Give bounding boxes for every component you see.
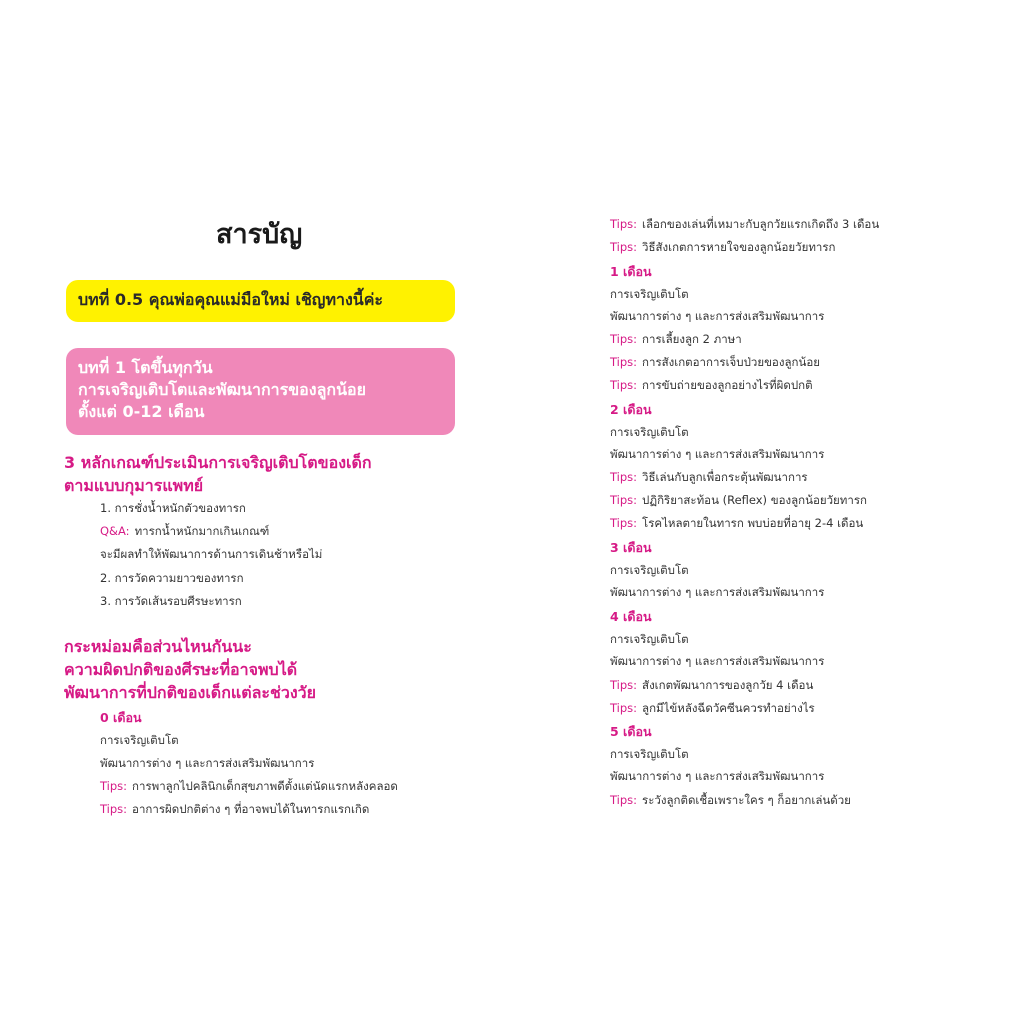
toc-item-text: ลูกมีไข้หลังฉีดวัคซีนควรทำอย่างไร — [642, 701, 815, 715]
toc-item-text: เลือกของเล่นที่เหมาะกับลูกวัยแรกเกิดถึง 3 เดือน — [642, 217, 880, 231]
toc-item[interactable]: 1. การชั่งน้ำหนักตัวของทารก — [100, 501, 246, 515]
qa-label: Q&A: — [100, 524, 130, 538]
section-growth-heading-line: ตามแบบกุมารแพทย์ — [64, 476, 204, 495]
tips-label: Tips: — [610, 355, 638, 369]
tips-label: Tips: — [610, 493, 638, 507]
toc-item-text: การพาลูกไปคลินิกเด็กสุขภาพดีตั้งแต่นัดแรกหลังคลอด — [132, 779, 398, 793]
tips-label: Tips: — [610, 678, 638, 692]
toc-item[interactable]: พัฒนาการต่าง ๆ และการส่งเสริมพัฒนาการ — [610, 654, 825, 668]
toc-item[interactable]: การเจริญเติบโต — [610, 425, 689, 439]
toc-item[interactable] — [610, 469, 808, 485]
toc-item[interactable] — [610, 331, 742, 347]
toc-item[interactable]: การเจริญเติบโต — [610, 563, 689, 577]
month-heading[interactable]: 3 เดือน — [610, 540, 652, 555]
toc-item-text: สังเกตพัฒนาการของลูกวัย 4 เดือน — [642, 678, 814, 692]
month-heading[interactable]: 2 เดือน — [610, 402, 652, 417]
chapter-0-5-banner[interactable]: บทที่ 0.5 คุณพ่อคุณแม่มือใหม่ เชิญทางนี้ค่ะ — [66, 280, 455, 322]
section-dev-heading-line: กระหม่อมคือส่วนไหนกันนะ — [64, 637, 252, 656]
month-heading[interactable]: 1 เดือน — [610, 264, 652, 279]
toc-item[interactable] — [610, 792, 851, 808]
toc-item[interactable] — [610, 216, 879, 232]
chapter-1-range: ตั้งแต่ 0-12 เดือน — [78, 402, 205, 421]
month-heading[interactable]: 5 เดือน — [610, 724, 652, 739]
toc-item[interactable]: พัฒนาการต่าง ๆ และการส่งเสริมพัฒนาการ — [610, 447, 825, 461]
toc-item-text: ปฏิกิริยาสะท้อน (Reflex) ของลูกน้อยวัยทารก — [642, 493, 867, 507]
toc-item[interactable] — [610, 354, 820, 370]
section-growth-heading-line: 3 หลักเกณฑ์ประเมินการเจริญเติบโตของเด็ก — [64, 453, 372, 472]
tips-label: Tips: — [100, 802, 128, 816]
chapter-1-subtitle: การเจริญเติบโตและพัฒนาการของลูกน้อย — [78, 380, 367, 399]
section-dev-heading[interactable] — [64, 635, 316, 704]
toc-item[interactable]: พัฒนาการต่าง ๆ และการส่งเสริมพัฒนาการ — [610, 769, 825, 783]
tips-label: Tips: — [610, 332, 638, 346]
section-dev-heading-line: พัฒนาการที่ปกติของเด็กแต่ละช่วงวัย — [64, 683, 316, 702]
tips-label: Tips: — [610, 793, 638, 807]
toc-item[interactable]: การเจริญเติบโต — [610, 747, 689, 761]
toc-item-text: โรคไหลตายในทารก พบบ่อยที่อายุ 2-4 เดือน — [642, 516, 864, 530]
toc-item[interactable]: การเจริญเติบโต — [610, 632, 689, 646]
section-dev-heading-line: ความผิดปกติของศีรษะที่อาจพบได้ — [64, 660, 298, 679]
toc-item[interactable] — [610, 515, 863, 531]
month-heading[interactable]: 4 เดือน — [610, 609, 652, 624]
toc-item-text: การเลี้ยงลูก 2 ภาษา — [642, 332, 742, 346]
chapter-1-banner[interactable] — [66, 348, 455, 435]
toc-item-text: วิธีสังเกตการหายใจของลูกน้อยวัยทารก — [642, 240, 836, 254]
toc-item-text: อาการผิดปกติต่าง ๆ ที่อาจพบได้ในทารกแรกเกิด — [132, 802, 370, 816]
toc-item[interactable] — [100, 801, 369, 817]
toc-item[interactable]: การเจริญเติบโต — [610, 287, 689, 301]
chapter-1-title: บทที่ 1 โตขึ้นทุกวัน — [78, 358, 213, 377]
toc-item[interactable] — [610, 492, 867, 508]
toc-item[interactable] — [100, 778, 398, 794]
month-heading[interactable]: 0 เดือน — [100, 710, 142, 725]
toc-item-text: ระวังลูกติดเชื้อเพราะใคร ๆ ก็อยากเล่นด้วย — [642, 793, 851, 807]
toc-item[interactable]: การเจริญเติบโต — [100, 733, 179, 747]
tips-label: Tips: — [610, 217, 638, 231]
tips-label: Tips: — [100, 779, 128, 793]
toc-item[interactable]: พัฒนาการต่าง ๆ และการส่งเสริมพัฒนาการ — [610, 585, 825, 599]
tips-label: Tips: — [610, 516, 638, 530]
toc-item[interactable] — [100, 523, 269, 539]
toc-item[interactable]: จะมีผลทำให้พัฒนาการด้านการเดินช้าหรือไม่ — [100, 547, 323, 561]
toc-item[interactable]: 2. การวัดความยาวของทารก — [100, 571, 244, 585]
toc-item-text: การขับถ่ายของลูกอย่างไรที่ผิดปกติ — [642, 378, 813, 392]
tips-label: Tips: — [610, 470, 638, 484]
tips-label: Tips: — [610, 701, 638, 715]
toc-item-text: การสังเกตอาการเจ็บป่วยของลูกน้อย — [642, 355, 820, 369]
toc-item[interactable] — [610, 377, 813, 393]
toc-item-text: วิธีเล่นกับลูกเพื่อกระตุ้นพัฒนาการ — [642, 470, 808, 484]
toc-item[interactable] — [610, 700, 815, 716]
toc-item[interactable]: พัฒนาการต่าง ๆ และการส่งเสริมพัฒนาการ — [610, 309, 825, 323]
toc-item[interactable] — [610, 677, 813, 693]
section-growth-heading[interactable] — [64, 451, 372, 497]
toc-item[interactable]: 3. การวัดเส้นรอบศีรษะทารก — [100, 594, 242, 608]
page-title: สารบัญ — [216, 219, 303, 250]
toc-item[interactable]: พัฒนาการต่าง ๆ และการส่งเสริมพัฒนาการ — [100, 756, 315, 770]
toc-item[interactable] — [610, 239, 836, 255]
tips-label: Tips: — [610, 240, 638, 254]
tips-label: Tips: — [610, 378, 638, 392]
toc-item-text: ทารกน้ำหนักมากเกินเกณฑ์ — [134, 524, 270, 538]
